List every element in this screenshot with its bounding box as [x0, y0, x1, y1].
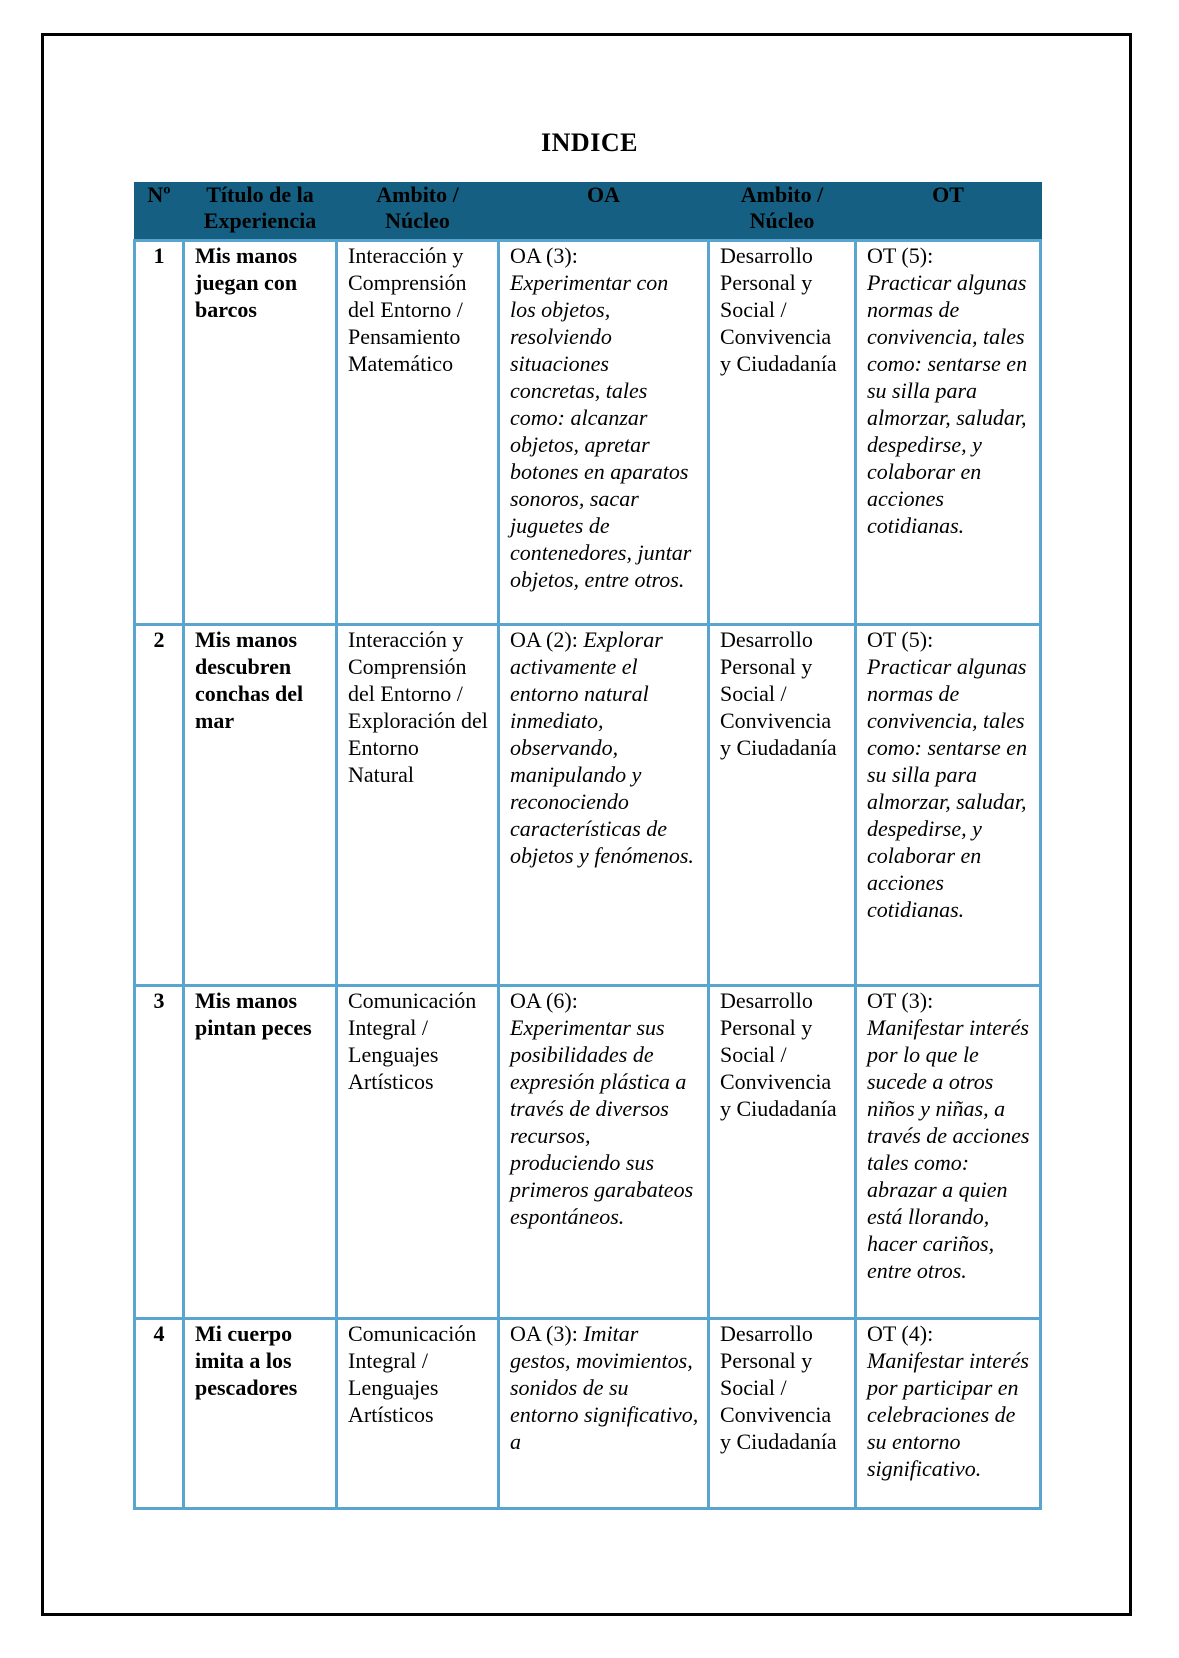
row-number: 1 [135, 240, 184, 624]
table-header-row [135, 182, 1041, 240]
table-row [135, 624, 1041, 985]
ot-code: OT (4): [867, 1320, 934, 1346]
ambito-nucleo-cell: Desarrollo Personal y Social / Convivencia y Ciudadanía [709, 624, 856, 985]
ambito-nucleo-cell: Interacción y Comprensión del Entorno / Exploración del Entorno Natural [337, 624, 499, 985]
oa-code: OA (3): [510, 242, 578, 268]
oa-cell [499, 624, 709, 985]
header-ambito-1: Ambito / Núcleo [337, 182, 499, 240]
ot-cell [856, 985, 1041, 1318]
ambito-nucleo-cell: Desarrollo Personal y Social / Convivencia y Ciudadanía [709, 1318, 856, 1508]
table-row [135, 240, 1041, 624]
ot-cell [856, 624, 1041, 985]
row-number: 3 [135, 985, 184, 1318]
ot-text: Practicar algunas normas de convivencia, tales como: sentarse en su silla para almorzar, saludar, despedirse, y colaborar en acciones cotidianas. [867, 269, 1028, 538]
oa-text: Experimentar sus posibilidades de expresión plástica a través de diversos recursos, produciendo sus primeros garabateos espontáneos. [510, 1014, 694, 1229]
row-number: 2 [135, 624, 184, 985]
ambito-nucleo-cell: Interacción y Comprensión del Entorno / Pensamiento Matemático [337, 240, 499, 624]
experience-title: Mis manos descubren conchas del mar [184, 624, 337, 985]
oa-code: OA (6): [510, 987, 578, 1013]
ot-code: OT (5): [867, 242, 934, 268]
oa-cell [499, 240, 709, 624]
header-num: Nº [135, 182, 184, 240]
experience-title: Mis manos pintan peces [184, 985, 337, 1318]
experience-title: Mi cuerpo imita a los pescadores [184, 1318, 337, 1508]
oa-cell [499, 1318, 709, 1508]
ambito-nucleo-cell: Desarrollo Personal y Social / Convivencia y Ciudadanía [709, 240, 856, 624]
ot-text: Practicar algunas normas de convivencia, tales como: sentarse en su silla para almorzar, saludar, despedirse, y colaborar en acciones cotidianas. [867, 653, 1028, 922]
ot-text: Manifestar interés por lo que le sucede a otros niños y niñas, a través de acciones tales como: abrazar a quien está llorando, hacer cariños, entre otros. [867, 1014, 1030, 1283]
oa-text: Imitar gestos, movimientos, sonidos de su entorno significativo, a [510, 1320, 699, 1454]
table-row [135, 985, 1041, 1318]
header-ambito-2: Ambito / Núcleo [709, 182, 856, 240]
experience-title: Mis manos juegan con barcos [184, 240, 337, 624]
ot-text: Manifestar interés por participar en celebraciones de su entorno significativo. [867, 1347, 1029, 1481]
ambito-nucleo-cell: Desarrollo Personal y Social / Convivencia y Ciudadanía [709, 985, 856, 1318]
header-titulo: Título de la Experiencia [184, 182, 337, 240]
oa-text: Experimentar con los objetos, resolviendo situaciones concretas, tales como: alcanzar objetos, apretar botones en aparatos sonoros, sacar juguetes de contenedores, juntar objetos, entre otros. [510, 269, 692, 592]
ot-cell [856, 240, 1041, 624]
table-row [135, 1318, 1041, 1508]
ot-cell [856, 1318, 1041, 1508]
ot-code: OT (3): [867, 987, 934, 1013]
oa-code: OA (2): [510, 626, 578, 652]
ambito-nucleo-cell: Comunicación Integral / Lenguajes Artísticos [337, 985, 499, 1318]
oa-code: OA (3): [510, 1320, 578, 1346]
index-table [133, 182, 1042, 1510]
oa-cell [499, 985, 709, 1318]
ambito-nucleo-cell: Comunicación Integral / Lenguajes Artísticos [337, 1318, 499, 1508]
page-title: INDICE [541, 128, 638, 157]
ot-code: OT (5): [867, 626, 934, 652]
header-oa: OA [499, 182, 709, 240]
row-number: 4 [135, 1318, 184, 1508]
header-ot: OT [856, 182, 1041, 240]
oa-text: Explorar activamente el entorno natural inmediato, observando, manipulando y reconociendo características de objetos y fenómenos. [510, 626, 694, 868]
